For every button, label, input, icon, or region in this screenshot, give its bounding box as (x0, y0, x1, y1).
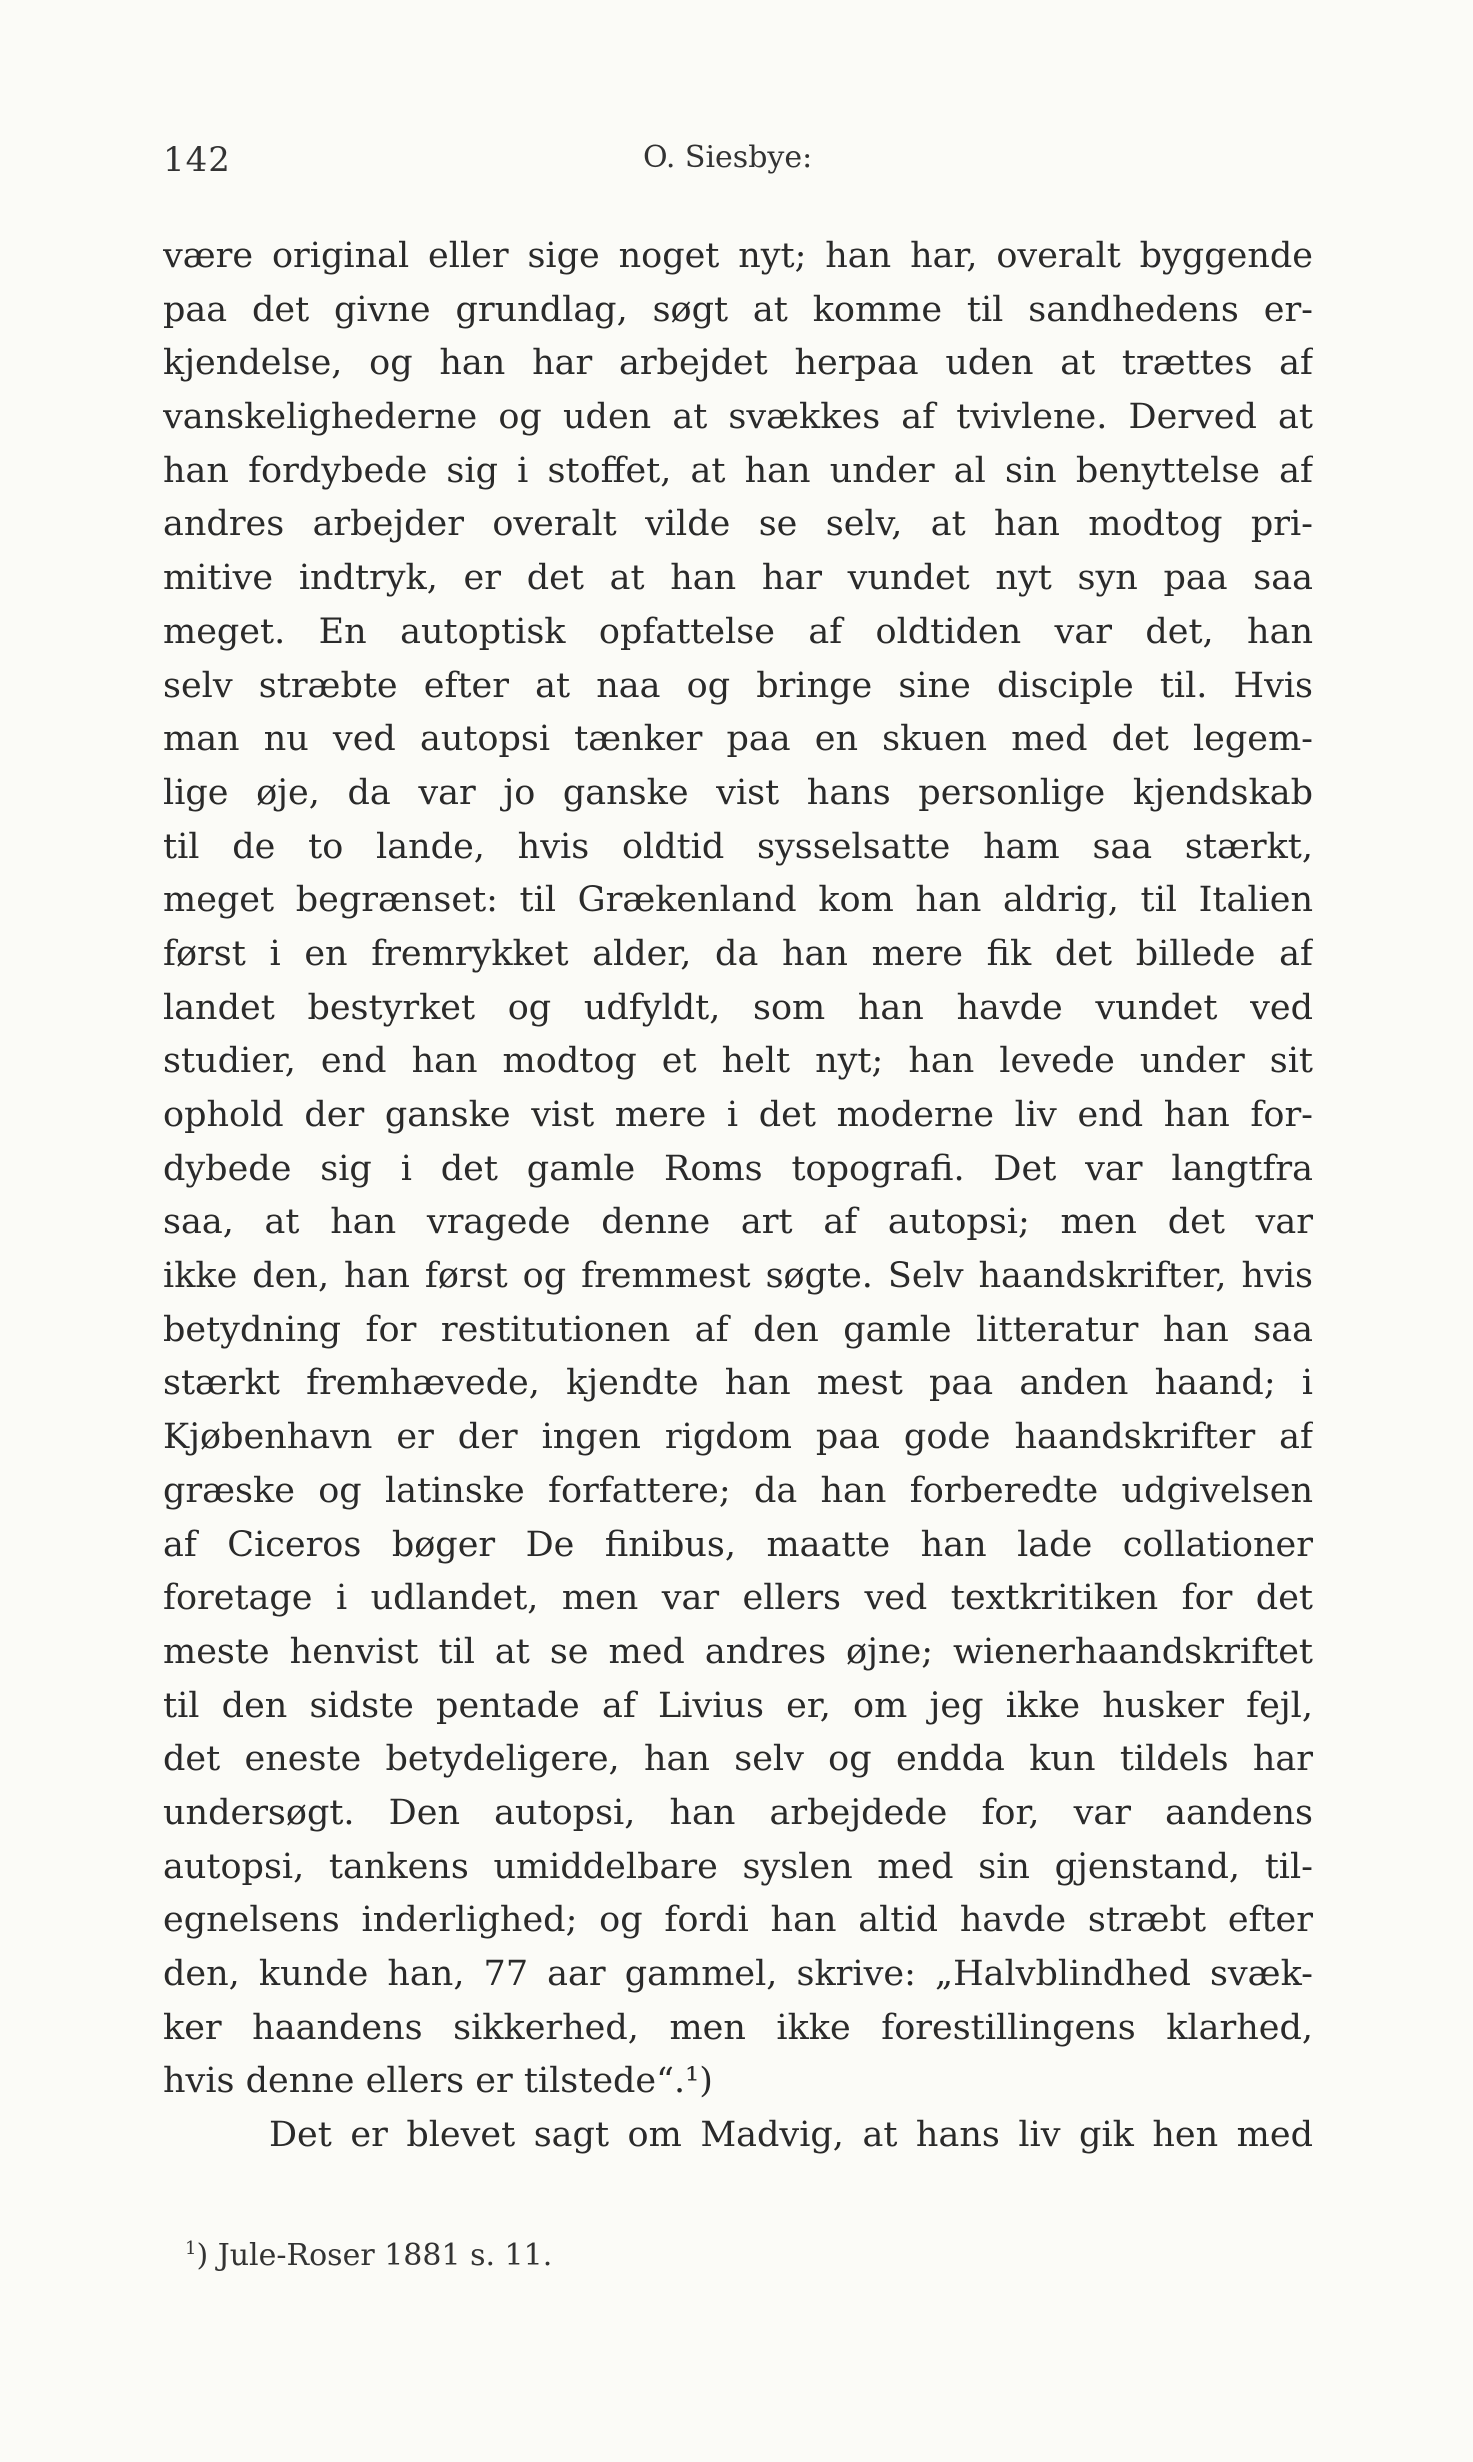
running-head: O. Siesbye: (643, 140, 813, 175)
text-line: være original eller sige noget nyt; han har, overalt byggende (163, 236, 1313, 276)
text-line: Kjøbenhavn er der ingen rigdom paa gode haandskrifter af (163, 1417, 1313, 1458)
text-line: til den sidste pentade af Livius er, om jeg ikke husker fejl, (163, 1685, 1313, 1726)
text-line: andres arbejder overalt vilde se selv, at han modtog pri- (163, 504, 1313, 545)
text-line: paa det givne grundlag, søgt at komme til sandhedens er- (163, 289, 1313, 330)
text-line: kjendelse, og han har arbejdet herpaa uden at trættes af (163, 343, 1313, 384)
text-line: han fordybede sig i stoffet, at han under al sin benyttelse af (163, 450, 1313, 491)
text-line: betydning for restitutionen af den gamle litteratur han saa (163, 1309, 1313, 1350)
text-line: dybede sig i det gamle Roms topografi. Det var langtfra (163, 1148, 1313, 1189)
text-line: det eneste betydeligere, han selv og endda kun tildels har (163, 1739, 1313, 1780)
text-line: man nu ved autopsi tænker paa en skuen med det legem- (163, 719, 1313, 760)
text-line: til de to lande, hvis oldtid sysselsatte ham saa stærkt, (163, 826, 1313, 867)
text-line: selv stræbte efter at naa og bringe sine disciple til. Hvis (163, 665, 1313, 706)
text-line: landet bestyrket og udfyldt, som han havde vundet ved (163, 987, 1313, 1028)
text-line: græske og latinske forfattere; da han forberedte udgivelsen (163, 1470, 1313, 1511)
footnote-text: ) Jule-Roser 1881 s. 11. (196, 2238, 553, 2273)
text-line: ophold der ganske vist mere i det moderne liv end han for- (163, 1095, 1313, 1135)
text-line: studier, end han modtog et helt nyt; han levede under sit (163, 1041, 1313, 1082)
text-line: autopsi, tankens umiddelbare syslen med sin gjenstand, til- (163, 1846, 1313, 1887)
page-header (163, 140, 1313, 188)
text-line: lige øje, da var jo ganske vist hans personlige kjendskab (163, 772, 1313, 813)
text-line: meget. En autoptisk opfattelse af oldtiden var det, han (163, 611, 1313, 652)
text-line: først i en fremrykket alder, da han mere fik det billede af (163, 933, 1313, 974)
body-text (163, 230, 1313, 2163)
footnote (185, 2238, 552, 2273)
footnote-marker: 1 (185, 2238, 197, 2259)
text-line: af Ciceros bøger De finibus, maatte han lade collationer (163, 1524, 1313, 1565)
text-line: foretage i udlandet, men var ellers ved textkritiken for det (163, 1578, 1313, 1619)
text-line: meste henvist til at se med andres øjne; wienerhaandskriftet (163, 1631, 1313, 1672)
text-line: meget begrænset: til Grækenland kom han aldrig, til Italien (163, 880, 1313, 921)
text-line: ikke den, han først og fremmest søgte. Selv haandskrifter, hvis (163, 1256, 1313, 1297)
text-line: vanskelighederne og uden at svækkes af tvivlene. Derved at (163, 397, 1313, 438)
text-line: stærkt fremhævede, kjendte han mest paa anden haand; i (163, 1363, 1313, 1404)
text-line: hvis denne ellers er tilstede“.¹) (163, 2061, 713, 2102)
text-line: mitive indtryk, er det at han har vundet nyt syn paa saa (163, 558, 1313, 599)
text-line: undersøgt. Den autopsi, han arbejdede for, var aandens (163, 1792, 1313, 1833)
text-line: ker haandens sikkerhed, men ikke forestillingens klarhed, (163, 2007, 1313, 2048)
text-line: den, kunde han, 77 aar gammel, skrive: „Halvblindhed svæk- (163, 1954, 1313, 1994)
text-line: saa, at han vragede denne art af autopsi; men det var (163, 1202, 1313, 1243)
page-number: 142 (163, 140, 231, 180)
paragraph-start-line: Det er blevet sagt om Madvig, at hans liv gik hen med (269, 2115, 1313, 2156)
text-line: egnelsens inderlighed; og fordi han altid havde stræbt efter (163, 1900, 1313, 1941)
